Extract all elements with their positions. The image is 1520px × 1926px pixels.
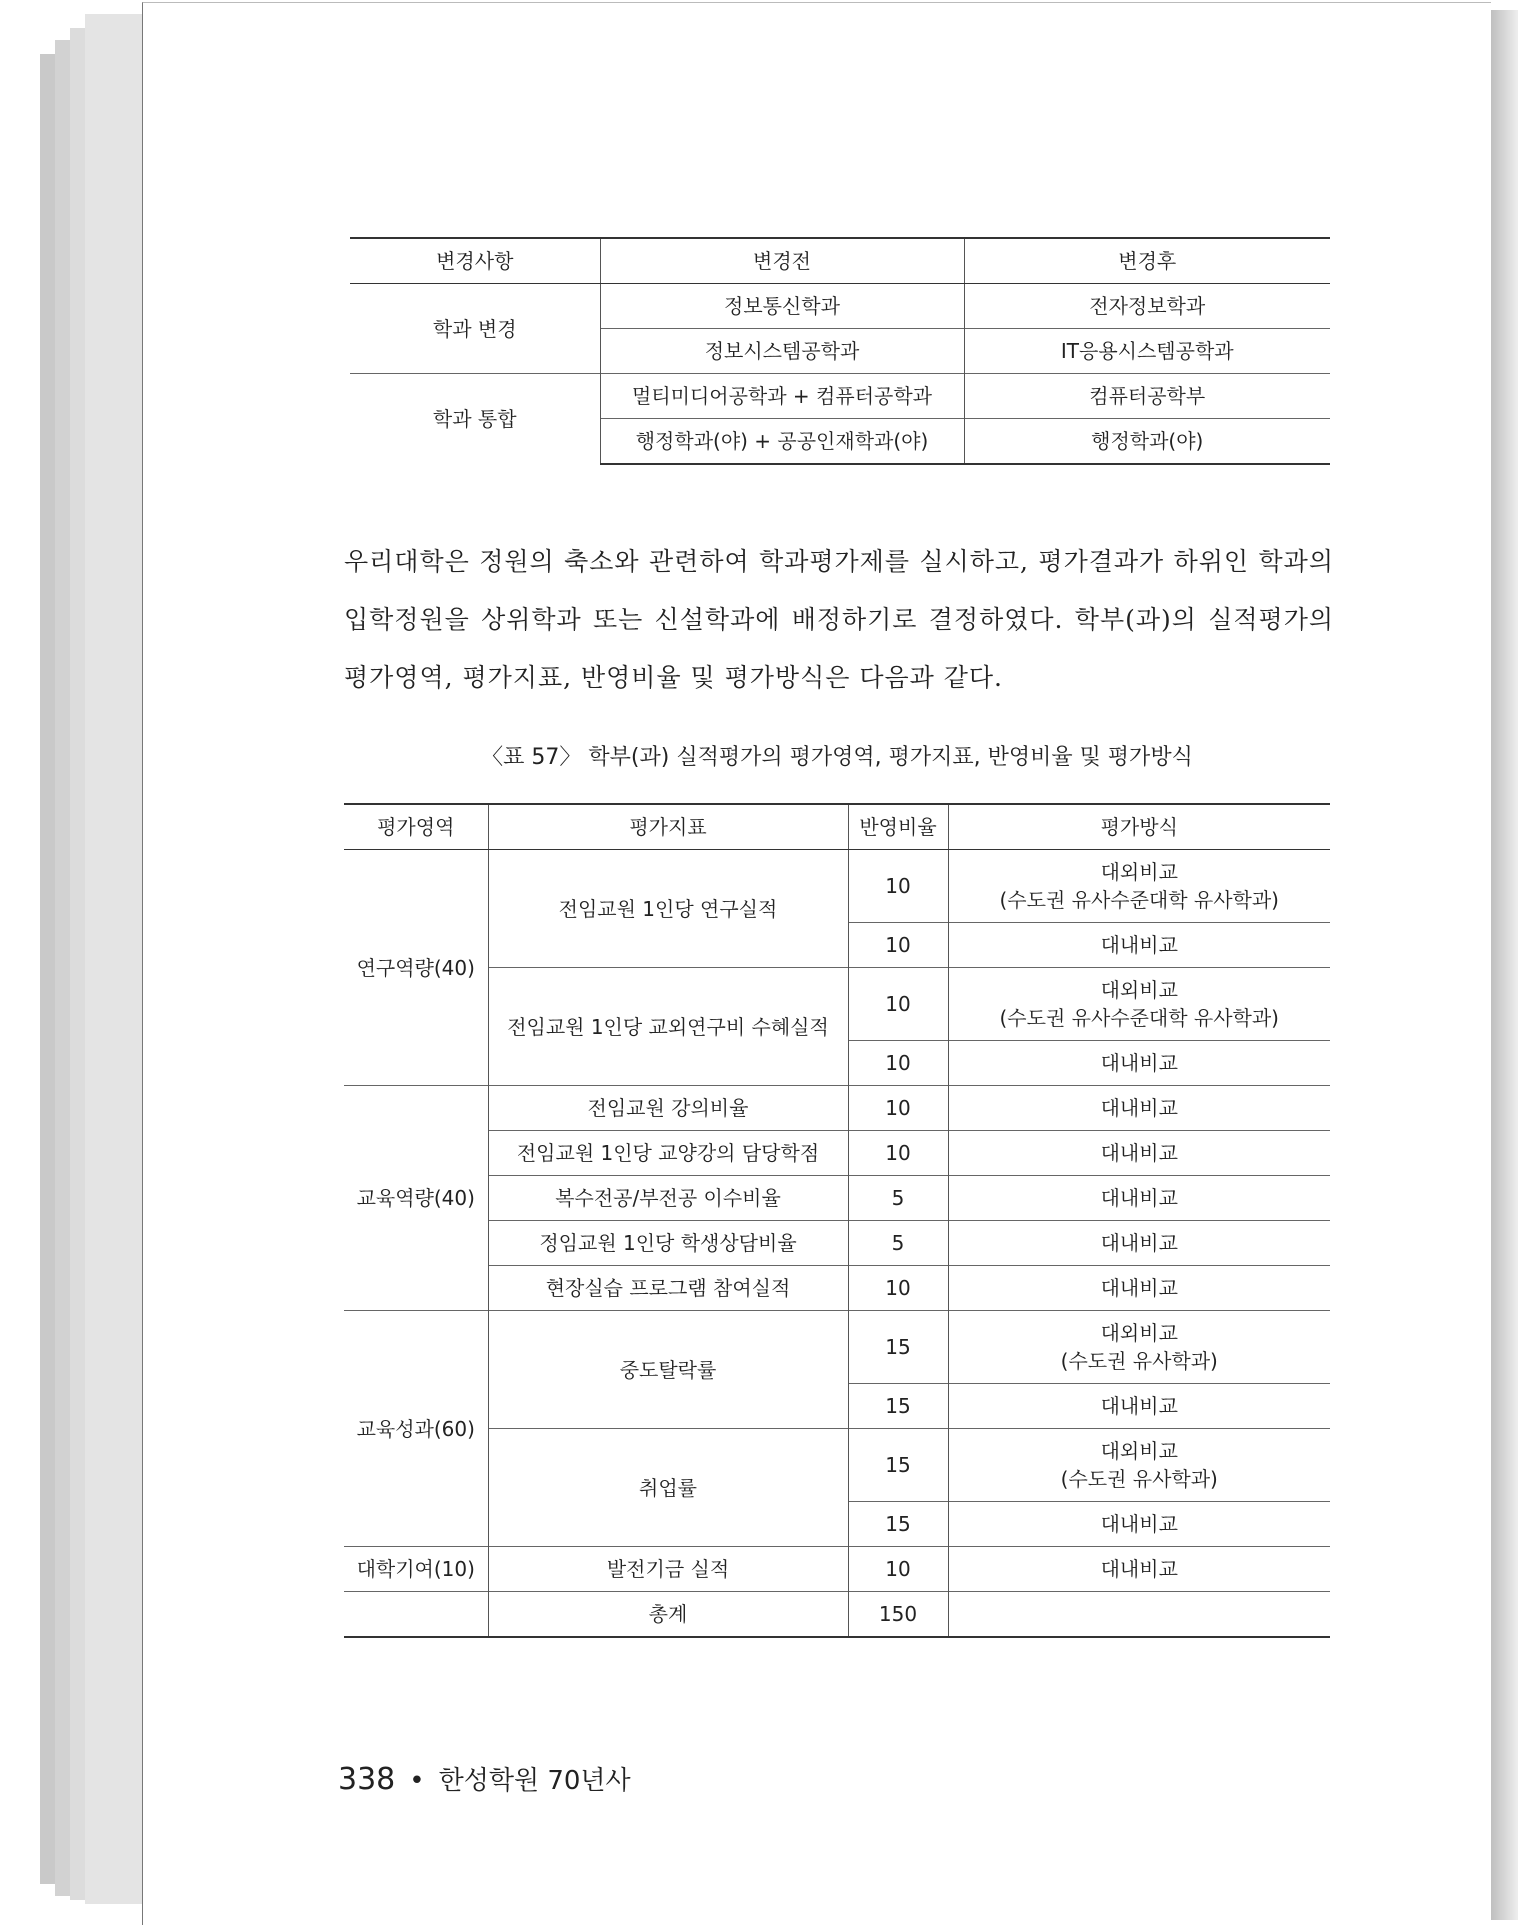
indicator-cell: 발전기금 실적: [488, 1547, 848, 1592]
table-row: [344, 1429, 1330, 1502]
header-area: 평가영역: [344, 804, 488, 850]
table-row: [344, 1086, 1330, 1131]
ratio-cell: 10: [848, 1041, 948, 1086]
method-cell: 대내비교: [948, 1176, 1330, 1221]
method-line: 대외비교: [1100, 860, 1178, 884]
table-header-row: [350, 238, 1330, 284]
header-before: 변경전: [600, 238, 964, 284]
area-label: 교육역량(40): [344, 1086, 488, 1311]
method-cell: 대내비교: [948, 1502, 1330, 1547]
ratio-cell: 15: [848, 1384, 948, 1429]
page-edge: [85, 14, 146, 1904]
method-line: (수도권 유사학과): [1060, 1349, 1218, 1373]
method-cell: [948, 1429, 1330, 1502]
method-line: (수도권 유사수준대학 유사학과): [999, 888, 1279, 912]
method-cell: 대내비교: [948, 1384, 1330, 1429]
indicator-cell: 중도탈락률: [488, 1311, 848, 1429]
cell-after: 전자정보학과: [964, 284, 1330, 329]
indicator-cell: 전임교원 1인당 교양강의 담당학점: [488, 1131, 848, 1176]
cell-before: 정보시스템공학과: [600, 329, 964, 374]
method-cell: 대내비교: [948, 1041, 1330, 1086]
page-number: 338: [338, 1762, 396, 1797]
table-row: [344, 1547, 1330, 1592]
header-change-item: 변경사항: [350, 238, 600, 284]
header-indicator: 평가지표: [488, 804, 848, 850]
area-label: 대학기여(10): [344, 1547, 488, 1592]
header-method: 평가방식: [948, 804, 1330, 850]
page-shadow: [1490, 10, 1518, 1920]
header-ratio: 반영비율: [848, 804, 948, 850]
method-cell: 대내비교: [948, 1266, 1330, 1311]
cell-after: 컴퓨터공학부: [964, 374, 1330, 419]
method-cell: 대내비교: [948, 1086, 1330, 1131]
ratio-cell: 15: [848, 1311, 948, 1384]
indicator-cell: 정임교원 1인당 학생상담비율: [488, 1221, 848, 1266]
indicator-cell: 복수전공/부전공 이수비율: [488, 1176, 848, 1221]
area-label: [344, 1592, 488, 1638]
method-cell: 대내비교: [948, 1221, 1330, 1266]
ratio-cell: 10: [848, 1547, 948, 1592]
bullet-icon: •: [409, 1766, 425, 1796]
group-label: 학과 변경: [350, 284, 600, 374]
ratio-cell: 10: [848, 850, 948, 923]
method-cell: 대내비교: [948, 923, 1330, 968]
table-row: [350, 284, 1330, 329]
ratio-cell: 10: [848, 1131, 948, 1176]
cell-after: 행정학과(야): [964, 419, 1330, 465]
table-row: [344, 850, 1330, 923]
book-title: 한성학원 70년사: [438, 1766, 631, 1796]
table-row: [344, 1266, 1330, 1311]
method-cell: [948, 1592, 1330, 1638]
indicator-cell: 현장실습 프로그램 참여실적: [488, 1266, 848, 1311]
total-row: [344, 1592, 1330, 1638]
table-row: [344, 1221, 1330, 1266]
evaluation-table: [344, 803, 1330, 1638]
area-label: 연구역량(40): [344, 850, 488, 1086]
method-cell: [948, 968, 1330, 1041]
indicator-cell: 전임교원 1인당 교외연구비 수혜실적: [488, 968, 848, 1086]
ratio-cell: 10: [848, 1266, 948, 1311]
body-paragraph: 우리대학은 정원의 축소와 관련하여 학과평가제를 실시하고, 평가결과가 하위인 학과의 입학정원을 상위학과 또는 신설학과에 배정하기로 결정하였다. 학부(과)의 실적평가의 평가영역, 평가지표, 반영비율 및 평가방식은 다음과 같다.: [344, 547, 1334, 692]
table-row: [344, 1176, 1330, 1221]
area-label: 교육성과(60): [344, 1311, 488, 1547]
indicator-cell: 전임교원 1인당 연구실적: [488, 850, 848, 968]
method-cell: 대내비교: [948, 1131, 1330, 1176]
method-cell: 대내비교: [948, 1547, 1330, 1592]
cell-before: 행정학과(야) + 공공인재학과(야): [600, 419, 964, 465]
department-change-table: [350, 237, 1330, 465]
ratio-cell: 10: [848, 968, 948, 1041]
ratio-cell: 5: [848, 1176, 948, 1221]
ratio-cell: 10: [848, 1086, 948, 1131]
ratio-cell: 15: [848, 1429, 948, 1502]
cell-after: IT응용시스템공학과: [964, 329, 1330, 374]
table-caption: 〈표 57〉 학부(과) 실적평가의 평가영역, 평가지표, 반영비율 및 평가방식: [481, 745, 1193, 770]
total-label: 총계: [488, 1592, 848, 1638]
ratio-cell: 5: [848, 1221, 948, 1266]
ratio-cell: 15: [848, 1502, 948, 1547]
indicator-cell: 전임교원 강의비율: [488, 1086, 848, 1131]
method-cell: [948, 850, 1330, 923]
method-line: (수도권 유사학과): [1060, 1467, 1218, 1491]
method-line: 대외비교: [1100, 1321, 1178, 1345]
table-header-row: [344, 804, 1330, 850]
table-row: [350, 374, 1330, 419]
method-line: 대외비교: [1100, 978, 1178, 1002]
method-line: 대외비교: [1100, 1439, 1178, 1463]
ratio-cell: 10: [848, 923, 948, 968]
table-row: [344, 968, 1330, 1041]
indicator-cell: 취업률: [488, 1429, 848, 1547]
method-cell: [948, 1311, 1330, 1384]
method-line: (수도권 유사수준대학 유사학과): [999, 1006, 1279, 1030]
cell-before: 멀티미디어공학과 + 컴퓨터공학과: [600, 374, 964, 419]
table-row: [344, 1311, 1330, 1384]
table-row: [344, 1131, 1330, 1176]
page-footer: [338, 1760, 631, 1797]
total-ratio: 150: [848, 1592, 948, 1638]
group-label: 학과 통합: [350, 374, 600, 465]
header-after: 변경후: [964, 238, 1330, 284]
cell-before: 정보통신학과: [600, 284, 964, 329]
